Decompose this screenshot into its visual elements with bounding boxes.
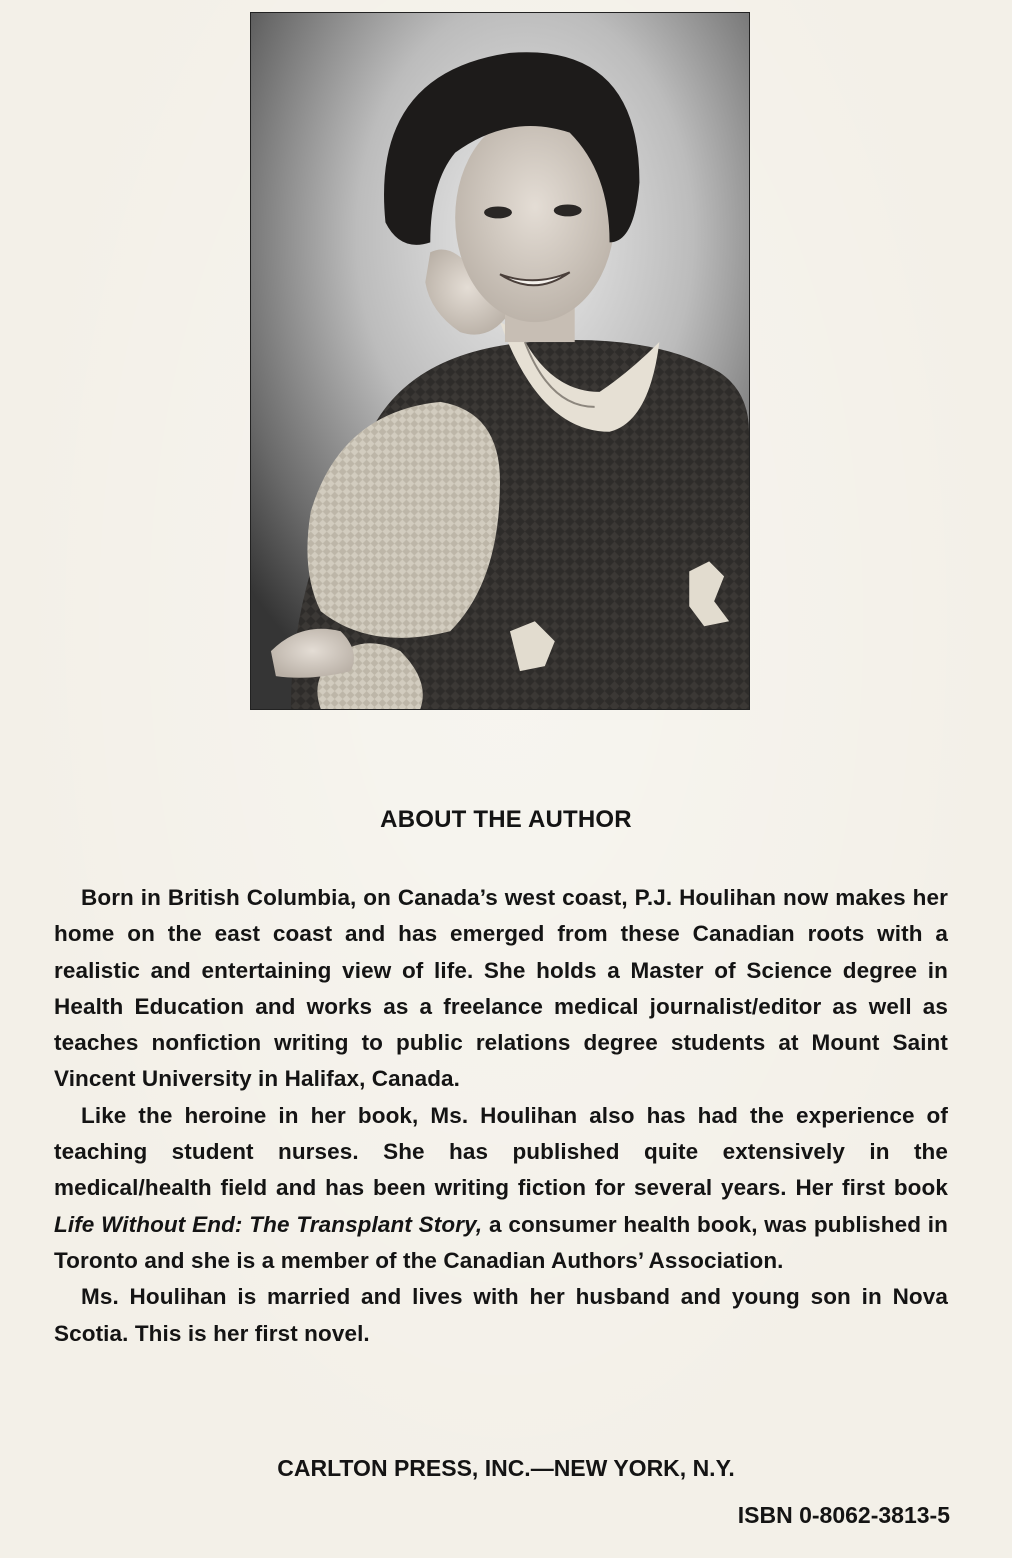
first-book-title: Life Without End: The Transplant Story,	[54, 1211, 483, 1237]
author-photo	[250, 12, 750, 710]
right-eye	[554, 204, 582, 216]
publisher-line: CARLTON PRESS, INC.—NEW YORK, N.Y.	[277, 1455, 735, 1481]
bio-paragraph-2-after: a consumer health book, was published in Toronto and she is a member of the Canadian Authors’ Association.	[54, 1211, 948, 1273]
bio-paragraph-2-before: Like the heroine in her book, Ms. Houlihan also has had the experience of teaching student nurses. She has published quite extensively in the medical/health field and has been writing fiction for several years. Her first book	[54, 1102, 948, 1201]
isbn: ISBN 0-8062-3813-5	[737, 1502, 950, 1528]
bio-paragraph-1: Born in British Columbia, on Canada’s west coast, P.J. Houlihan now makes her home on the east coast and has emerged from these Canadian roots with a realistic and entertaining view of life. She holds a Master of Science degree in Health Education and works as a freelance medical journalist/editor as well as teaches nonfiction writing to public relations degree students at Mount Saint Vincent University in Halifax, Canada.	[54, 885, 948, 1092]
left-eye	[484, 206, 512, 218]
about-author-heading: ABOUT THE AUTHOR	[380, 806, 632, 833]
bio-paragraph-3: Ms. Houlihan is married and lives with her husband and young son in Nova Scotia. This is her first novel.	[54, 1284, 948, 1346]
author-bio	[54, 880, 948, 1352]
author-portrait-illustration	[251, 13, 749, 709]
bio-paragraph-2	[54, 1098, 948, 1279]
